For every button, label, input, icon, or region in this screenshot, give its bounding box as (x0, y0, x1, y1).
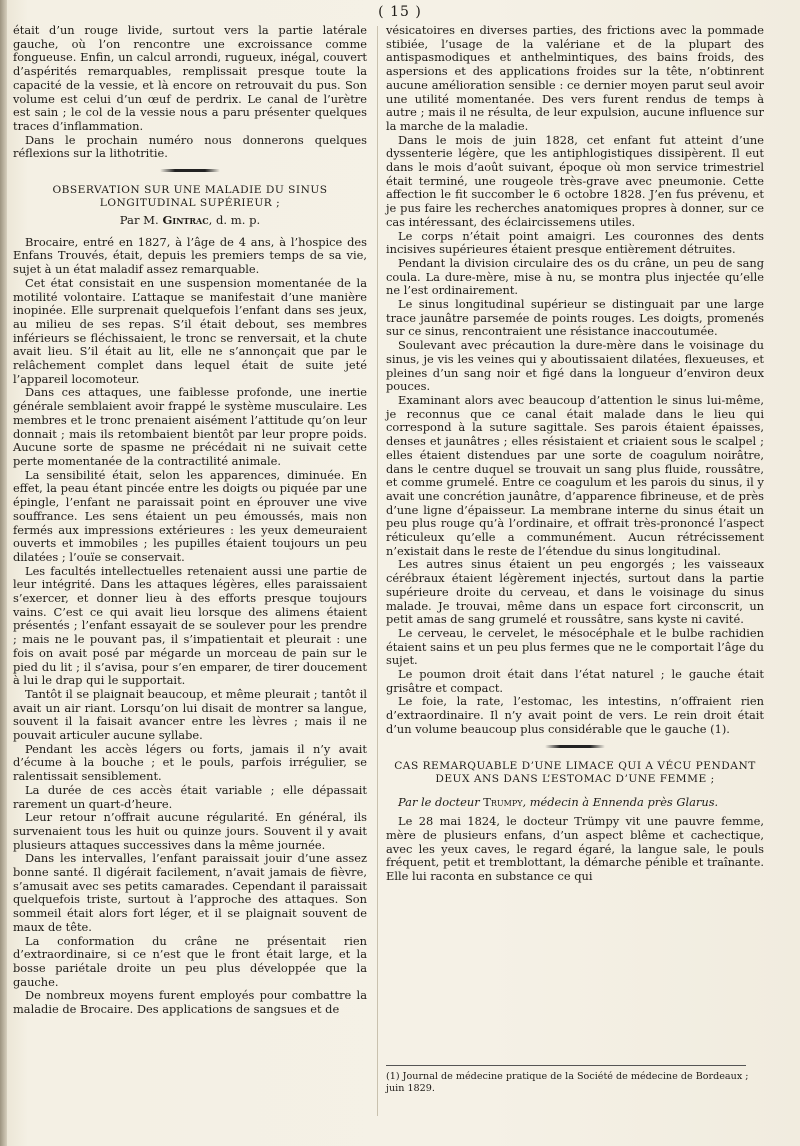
paragraph: Le poumon droit était dans l’état naturel ; le gauche était grisâtre et compact. (386, 667, 764, 695)
paragraph: Les autres sinus étaient un peu engorgés ; les vaisseaux cérébraux étaient légèrement injectés, surtout dans la partie supérieure droite du cerveau, et dans le voisinage du sinus malade. Je trouvai, même dans un espace fort circonscrit, un petit amas de sang grumelé et roussâtre, sans kyste ni cavité. (386, 557, 764, 627)
author-byline (13, 214, 367, 228)
author-name: Trumpy (483, 794, 523, 809)
byline-suffix: , d. m. p. (208, 213, 261, 228)
author-name: Gintrac (162, 213, 209, 228)
byline-prefix: Par le docteur (398, 794, 484, 809)
right-column (386, 24, 764, 884)
paragraph: La conformation du crâne ne présentait rien d’extraordinaire, si ce n’est que le front était large, et la bosse pariétale droite un peu plus développée que la gauche. (13, 933, 367, 989)
paragraph: Cet état consistait en une suspension momentanée de la motilité volontaire. L’attaque se manifestait d’une manière inopinée. Elle surprenait quelquefois l’enfant dans ses jeux, au milieu de ses repas. S’il était debout, ses membres inférieurs se fléchissaient, le tronc se renversait, et la chute avait lieu. S’il était au lit, elle ne s’annonçait que par le relâchement complet dans lequel était de suite jeté l’appareil locomoteur. (13, 275, 367, 386)
paragraph: Le 28 mai 1824, le docteur Trümpy vit une pauvre femme, mère de plusieurs enfans, d’un aspect blême et cachectique, avec les yeux caves, le regard égaré, la langue sale, le pouls fréquent, petit et tremblottant, la démarche pénible et traînante. Elle lui raconta en substance ce qui (386, 814, 764, 884)
paragraph: La sensibilité était, selon les apparences, diminuée. En effet, la peau étant pincée entre les doigts ou piquée par une épingle, l’enfant ne paraissait point en éprouver une vive souffrance. Les sens étaient un peu émoussés, mais non fermés aux impressions extérieures : les yeux demeuraient ouverts et immobiles ; les pupilles étaient toujours un peu dilatées ; l’ouïe se conservait. (13, 467, 367, 564)
footnote-text: (1) Journal de médecine pratique de la Société de médecine de Bordeaux ; juin 1829. (386, 1071, 749, 1094)
paragraph: Dans les intervalles, l’enfant paraissait jouir d’une assez bonne santé. Il digérait facilement, n’avait jamais de fièvre, s’amusait avec ses petits camarades. Cependant il paraissait quelquefois triste, surtout à l’approche des attaques. Son sommeil était alors fort léger, et il se plaignait souvent de maux de tête. (13, 851, 367, 934)
paragraph: Pendant les accès légers ou forts, jamais il n’y avait d’écume à la bouche ; et le pouls, parfois irrégulier, se ralentissait sensiblement. (13, 741, 367, 784)
paragraph: était d’un rouge livide, surtout vers la partie latérale gauche, où l’on rencontre une excroissance comme fongueuse. Enfin, un calcul arrondi, rugueux, inégal, couvert d’aspérités remarquables, remplissait presque toute la capacité de la vessie, et là encore on retrouvait du pus. Son volume est celui d’un œuf de perdrix. Le canal de l’urètre est sain ; le col de la vessie nous a paru présenter quelques traces d’inflammation. (13, 23, 367, 133)
paragraph: Pendant la division circulaire des os du crâne, un peu de sang coula. La dure-mère, mise à nu, se montra plus injectée qu’elle ne l’est ordinairement. (386, 255, 764, 298)
paragraph: Le sinus longitudinal supérieur se distinguait par une large trace jaunâtre parsemée de points rouges. Les doigts, promenés sur ce sinus, rencontraient une résistance inaccoutumée. (386, 297, 764, 339)
section-separator (160, 169, 220, 172)
section-title: CAS REMARQUABLE D’UNE LIMACE QUI A VÉCU PENDANT DEUX ANS DANS L’ESTOMAC D’UNE FEMME ; (394, 759, 756, 785)
section-separator (545, 745, 605, 748)
paragraph: De nombreux moyens furent employés pour combattre la maladie de Brocaire. Des applications de sangsues et de (13, 988, 367, 1017)
byline-prefix: Par M. (119, 213, 163, 228)
paragraph: Le corps n’était point amaigri. Les couronnes des dents incisives supérieures étaient presque entièrement détruites. (386, 228, 764, 257)
footnote (386, 1071, 764, 1095)
footnote-rule (386, 1065, 746, 1066)
paragraph: Le cerveau, le cervelet, le mésocéphale et le bulbe rachidien étaient sains et un peu plus fermes que ne le comportait l’âge du sujet. (386, 625, 764, 668)
paragraph: La durée de ces accès était variable ; elle dépassait rarement un quart-d’heure. (13, 782, 367, 811)
paragraph: Dans le mois de juin 1828, cet enfant fut atteint d’une dyssenterie légère, que les antiphlogistiques dissipèrent. Il eut dans le mois d’août suivant, époque où mon service trimestriel était terminé, une rougeole très-grave avec pneumonie. Cette affection le fit succomber le 6 octobre 1828. J’en fus prévenu, et je pus faire les recherches anatomiques propres à donner, sur ce cas intéressant, des éclaircissemens utiles. (386, 132, 764, 229)
page-number: ( 15 ) (378, 4, 422, 20)
left-column (13, 24, 367, 1017)
page-gutter-shadow (0, 0, 7, 1146)
paragraph: Le foie, la rate, l’estomac, les intestins, n’offraient rien d’extraordinaire. Il n’y avait point de vers. Le rein droit était d’un volume beaucoup plus considérable que le gauche (1). (386, 694, 764, 736)
column-divider (377, 26, 378, 1116)
paragraph: Soulevant avec précaution la dure-mère dans le voisinage du sinus, je vis les veines qui y aboutissaient dilatées, flexueuses, et pleines d’un sang noir et figé dans la longueur d’environ deux pouces. (386, 338, 764, 394)
paragraph: Examinant alors avec beaucoup d’attention le sinus lui-même, je reconnus que ce canal était malade dans le lieu qui correspond à la suture sagittale. Ses parois étaient épaisses, denses et jaunâtres ; elles résistaient et criaient sous le scalpel ; elles étaient distendues par une sorte de coagulum noirâtre, dans le centre duquel se trouvait un sang plus fluide, roussâtre, et comme grumelé. Entre ce coagulum et les parois du sinus, il y avait une concrétion jaunâtre, d’apparence fibrineuse, et de près d’une ligne d’épaisseur. La membrane interne du sinus était un peu plus rouge qu’à l’ordinaire, et offrait très-prononcé l’aspect réticuleux qu’elle a communément. Aucun rétrécissement n’existait dans le reste de l’étendue du sinus longitudinal. (386, 392, 764, 558)
paragraph: Brocaire, entré en 1827, à l’âge de 4 ans, à l’hospice des Enfans Trouvés, était, depuis les premiers temps de sa vie, sujet à un état maladif assez remarquable. (13, 234, 367, 277)
author-byline (386, 796, 764, 810)
byline-suffix: , médecin à Ennenda près Glarus. (522, 794, 719, 809)
paragraph: Leur retour n’offrait aucune régularité. En général, ils survenaient tous les huit ou quinze jours. Souvent il y avait plusieurs attaques successives dans la même journée. (13, 810, 367, 852)
paragraph: Tantôt il se plaignait beaucoup, et même pleurait ; tantôt il avait un air riant. Lorsqu’on lui disait de montrer sa langue, souvent il la faisait avancer entre les lèvres ; mais il ne pouvait articuler aucune syllabe. (13, 686, 367, 743)
paragraph: vésicatoires en diverses parties, des frictions avec la pommade stibiée, l’usage de la valériane et de la plupart des antispasmodiques et anthelmintiques, des bains froids, des aspersions et des applications froides sur la tête, n’obtinrent aucune amélioration sensible : ce dernier moyen parut seul avoir une utilité momentanée. Des vers furent rendus de temps à autre ; mais il ne résulta, de leur expulsion, aucune influence sur la marche de la maladie. (386, 23, 764, 133)
paragraph: Les facultés intellectuelles retenaient aussi une partie de leur intégrité. Dans les attaques légères, elles paraissaient s’exercer, et donner lieu à des efforts presque toujours vains. C’est ce qui avait lieu lorsque des alimens étaient présentés ; l’enfant essayait de se soulever pour les prendre ; mais ne le pouvant pas, il s’impatientait et pleurait : une fois on avait posé par mégarde un morceau de pain sur le pied du lit ; il s’avisa, pour s’en emparer, de tirer doucement à lui le drap qui le supportait. (13, 563, 367, 688)
section-title: OBSERVATION SUR UNE MALADIE DU SINUS LONGITUDINAL SUPÉRIEUR ; (52, 184, 328, 210)
paragraph: Dans le prochain numéro nous donnerons quelques réflexions sur la lithotritie. (13, 132, 367, 161)
paragraph: Dans ces attaques, une faiblesse profonde, une inertie générale semblaient avoir frappé le système musculaire. Les membres et le tronc prenaient aisément l’attitude qu’on leur donnait ; mais ils retombaient bientôt par leur propre poids. Aucune sorte de spasme ne précédait ni ne suivait cette perte momentanée de la contractilité animale. (13, 385, 367, 468)
